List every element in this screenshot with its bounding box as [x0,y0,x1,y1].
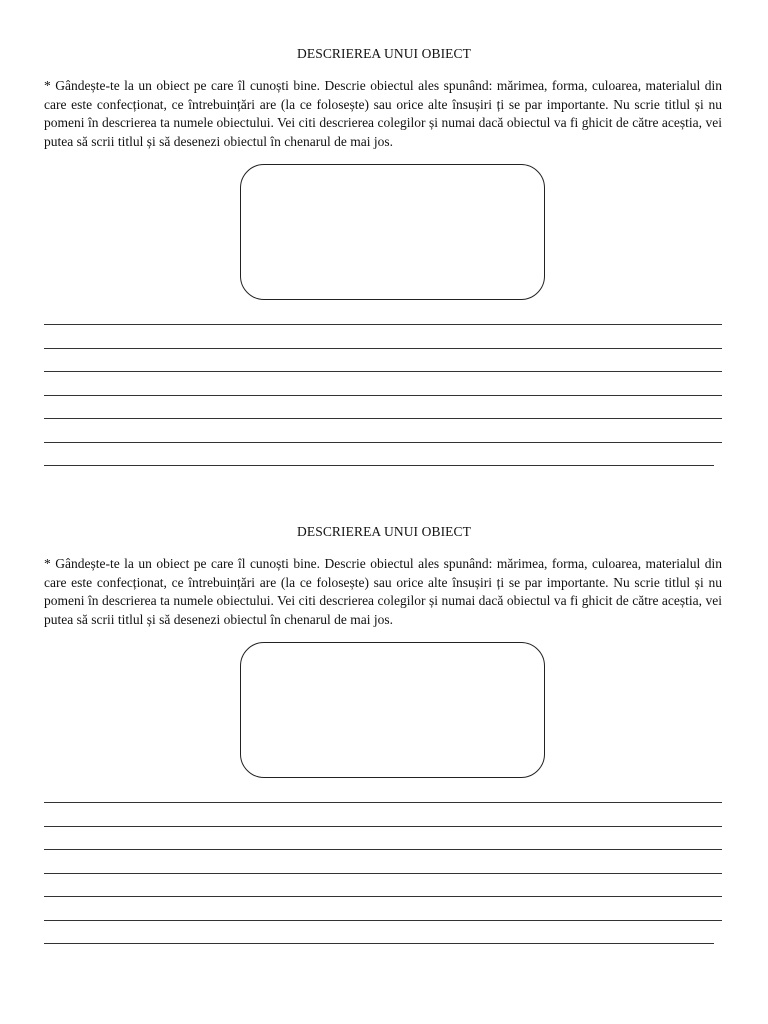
writing-line[interactable] [44,371,722,372]
writing-line[interactable] [44,348,722,349]
writing-line[interactable] [44,943,714,944]
writing-line[interactable] [44,826,722,827]
writing-line[interactable] [44,324,722,325]
writing-line[interactable] [44,442,722,443]
writing-line[interactable] [44,465,714,466]
instructions-text: * Gândește-te la un obiect pe care îl cunoști bine. Descrie obiectul ales spunând: mărimea, forma, culoarea, materialul din care este confecționat, ce întrebuințări are (la ce folosește) sau orice alte însușiri ți se par importante. Nu scrie titlul și nu pomeni în descrierea ta numele obiectului. Vei citi descrierea colegilor și numai dacă obiectul va fi ghicit de către aceștia, vei putea să scrii titlul și să desenezi obiectul în chenarul de mai jos. [44,556,722,627]
section-title: DESCRIEREA UNUI OBIECT [297,46,471,61]
writing-line[interactable] [44,920,722,921]
section-title: DESCRIEREA UNUI OBIECT [297,524,471,539]
drawing-box[interactable] [240,642,545,778]
writing-line[interactable] [44,395,722,396]
writing-line[interactable] [44,873,722,874]
instructions-text: * Gândește-te la un obiect pe care îl cunoști bine. Descrie obiectul ales spunând: mărimea, forma, culoarea, materialul din care este confecționat, ce întrebuințări are (la ce folosește) sau orice alte însușiri ți se par importante. Nu scrie titlul și nu pomeni în descrierea ta numele obiectului. Vei citi descrierea colegilor și numai dacă obiectul va fi ghicit de către aceștia, vei putea să scrii titlul și să desenezi obiectul în chenarul de mai jos. [44,78,722,149]
drawing-box[interactable] [240,164,545,300]
writing-line[interactable] [44,896,722,897]
writing-line[interactable] [44,849,722,850]
writing-line[interactable] [44,802,722,803]
writing-line[interactable] [44,418,722,419]
